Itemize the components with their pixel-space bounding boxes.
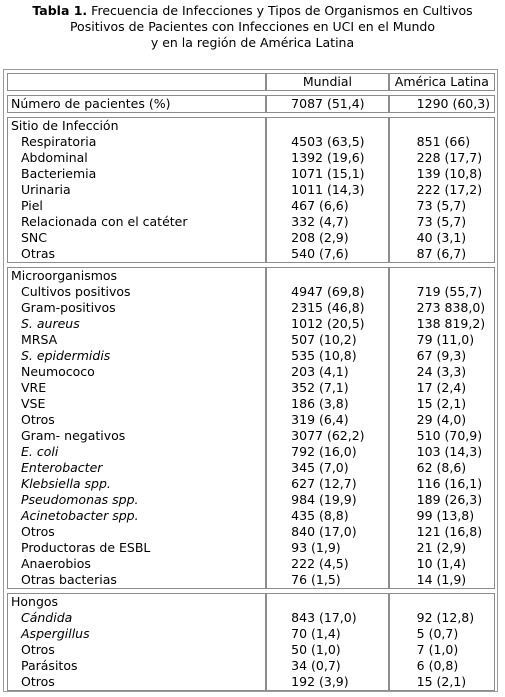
row-label: E. coli [21, 444, 59, 459]
row-mundial-value: 1011 (14,3) [291, 182, 365, 197]
row-latam-value: 5 (0,7) [416, 626, 459, 641]
section-latam-values [389, 267, 495, 589]
row-label: Otras bacterias [21, 572, 117, 587]
row-mundial-value: 186 (3,8) [291, 396, 349, 411]
row-mundial-value: 840 (17,0) [291, 524, 357, 539]
row-mundial-value: 222 (4,5) [291, 556, 349, 571]
row-label: Piel [21, 198, 43, 213]
row-latam-value: 222 (17,2) [416, 182, 483, 197]
row-latam-value: 121 (16,8) [416, 524, 483, 539]
patients-latam [389, 95, 495, 113]
row-latam-value: 7 (1,0) [416, 642, 459, 657]
section-block [7, 117, 495, 263]
table-caption [0, 3, 505, 51]
row-label: Anaerobios [21, 556, 91, 571]
row-mundial-value: 2315 (46,8) [291, 300, 365, 315]
section-block [7, 267, 495, 589]
caption-line-2: Positivos de Pacientes con Infecciones en UCI en el Mundo [69, 19, 436, 34]
section-mundial-values [266, 267, 389, 589]
section-title: Microorganismos [11, 268, 118, 283]
row-label: MRSA [21, 332, 58, 347]
row-latam-value: 6 (0,8) [416, 658, 459, 673]
row-latam-value: 99 (13,8) [416, 508, 475, 523]
row-label: Otros [21, 642, 55, 657]
row-mundial-value: 332 (4,7) [291, 214, 349, 229]
row-mundial-value: 93 (1,9) [291, 540, 341, 555]
row-mundial-value: 76 (1,5) [291, 572, 341, 587]
row-latam-value: 139 (10,8) [416, 166, 483, 181]
caption-line-1 [0, 3, 505, 19]
patients-latam-value: 1290 (60,3) [416, 96, 491, 111]
row-latam-value: 79 (11,0) [416, 332, 475, 347]
row-mundial-value: 535 (10,8) [291, 348, 357, 363]
row-latam-value: 103 (14,3) [416, 444, 483, 459]
row-label: VSE [21, 396, 46, 411]
row-mundial-value: 34 (0,7) [291, 658, 341, 673]
row-latam-value: 10 (1,4) [416, 556, 467, 571]
data-table [7, 73, 495, 691]
row-label: Acinetobacter spp. [21, 508, 139, 523]
row-mundial-value: 540 (7,6) [291, 246, 349, 261]
row-latam-value: 851 (66) [416, 134, 471, 149]
row-label: Cándida [21, 610, 73, 625]
row-mundial-value: 4947 (69,8) [291, 284, 365, 299]
section-mundial-values [266, 593, 389, 691]
row-mundial-value: 627 (12,7) [291, 476, 357, 491]
table-body [7, 73, 495, 691]
caption-text-1: Frecuencia de Infecciones y Tipos de Organismos en Cultivos [91, 3, 473, 18]
header-latam: América Latina [389, 73, 495, 91]
row-latam-value: 62 (8,6) [416, 460, 467, 475]
row-label: S. epidermidis [21, 348, 111, 363]
row-latam-value: 116 (16,1) [416, 476, 483, 491]
row-latam-value: 15 (2,1) [416, 396, 467, 411]
section-mundial-values [266, 117, 389, 263]
row-label: Enterobacter [21, 460, 103, 475]
row-label: Klebsiella spp. [21, 476, 111, 491]
row-mundial-value: 467 (6,6) [291, 198, 349, 213]
row-latam-value: 189 (26,3) [416, 492, 483, 507]
row-label: Otros [21, 674, 55, 689]
caption-label: Tabla 1. [32, 3, 88, 18]
section-labels [7, 267, 266, 589]
row-mundial-value: 1392 (19,6) [291, 150, 365, 165]
row-label: SNC [21, 230, 48, 245]
row-label: Gram- negativos [21, 428, 126, 443]
section-latam-values [389, 593, 495, 691]
row-mundial-value: 507 (10,2) [291, 332, 357, 347]
row-label: Otras [21, 246, 56, 261]
row-label: Productoras de ESBL [21, 540, 151, 555]
row-latam-value: 510 (70,9) [416, 428, 483, 443]
row-latam-value: 67 (9,3) [416, 348, 467, 363]
row-latam-value: 87 (6,7) [416, 246, 467, 261]
patients-row [7, 95, 495, 113]
row-latam-value: 21 (2,9) [416, 540, 467, 555]
row-mundial-value: 435 (8,8) [291, 508, 349, 523]
row-label: Bacteriemia [21, 166, 97, 181]
section-block [7, 593, 495, 691]
row-mundial-value: 203 (4,1) [291, 364, 349, 379]
patients-label: Número de pacientes (%) [7, 95, 266, 113]
row-label: Respiratoria [21, 134, 97, 149]
row-label: Pseudomonas spp. [21, 492, 139, 507]
header-mundial: Mundial [266, 73, 389, 91]
section-title: Sitio de Infección [11, 118, 119, 133]
row-mundial-value: 352 (7,1) [291, 380, 349, 395]
row-latam-value: 273 838,0) [416, 300, 486, 315]
row-mundial-value: 208 (2,9) [291, 230, 349, 245]
header-row [7, 73, 495, 91]
row-mundial-value: 50 (1,0) [291, 642, 341, 657]
section-latam-values [389, 117, 495, 263]
row-label: S. aureus [21, 316, 80, 331]
row-latam-value: 138 819,2) [416, 316, 486, 331]
row-label: Otros [21, 412, 55, 427]
row-mundial-value: 192 (3,9) [291, 674, 349, 689]
section-labels [7, 117, 266, 263]
row-mundial-value: 984 (19,9) [291, 492, 357, 507]
row-label: Abdominal [21, 150, 88, 165]
row-label: Gram-positivos [21, 300, 116, 315]
row-latam-value: 228 (17,7) [416, 150, 483, 165]
row-latam-value: 719 (55,7) [416, 284, 483, 299]
row-mundial-value: 843 (17,0) [291, 610, 357, 625]
row-latam-value: 73 (5,7) [416, 198, 467, 213]
row-label: Aspergillus [21, 626, 90, 641]
row-latam-value: 15 (2,1) [416, 674, 467, 689]
header-blank [7, 73, 266, 91]
row-label: Relacionada con el catéter [21, 214, 188, 229]
row-mundial-value: 345 (7,0) [291, 460, 349, 475]
patients-mundial [266, 95, 389, 113]
row-mundial-value: 70 (1,4) [291, 626, 341, 641]
row-latam-value: 29 (4,0) [416, 412, 467, 427]
caption-line-3: y en la región de América Latina [150, 35, 355, 50]
row-latam-value: 92 (12,8) [416, 610, 475, 625]
row-latam-value: 73 (5,7) [416, 214, 467, 229]
row-latam-value: 14 (1,9) [416, 572, 467, 587]
row-latam-value: 40 (3,1) [416, 230, 467, 245]
section-title: Hongos [11, 594, 59, 609]
row-latam-value: 17 (2,4) [416, 380, 467, 395]
row-label: Urinaria [21, 182, 71, 197]
row-label: VRE [21, 380, 47, 395]
row-mundial-value: 1012 (20,5) [291, 316, 365, 331]
patients-mundial-value: 7087 (51,4) [291, 96, 365, 111]
row-mundial-value: 3077 (62,2) [291, 428, 365, 443]
row-label: Neumococo [21, 364, 95, 379]
row-label: Cultivos positivos [21, 284, 131, 299]
section-labels [7, 593, 266, 691]
row-mundial-value: 319 (6,4) [291, 412, 349, 427]
row-label: Otros [21, 524, 55, 539]
row-mundial-value: 1071 (15,1) [291, 166, 365, 181]
row-label: Parásitos [21, 658, 78, 673]
row-mundial-value: 792 (16,0) [291, 444, 357, 459]
row-mundial-value: 4503 (63,5) [291, 134, 365, 149]
row-latam-value: 24 (3,3) [416, 364, 467, 379]
